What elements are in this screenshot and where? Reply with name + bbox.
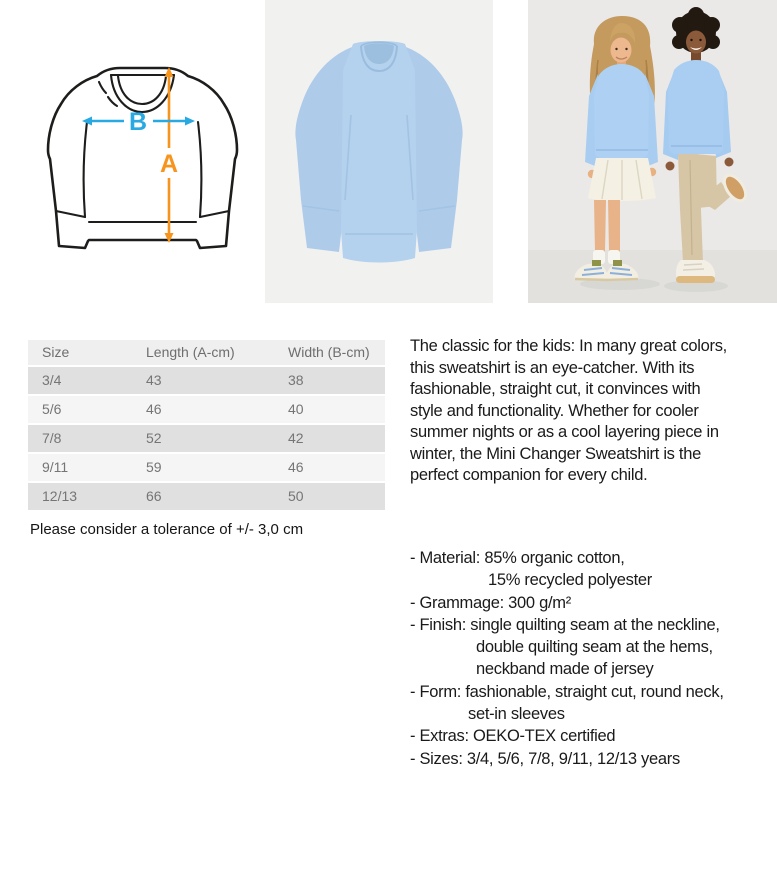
size-table-cell: 5/6 bbox=[28, 395, 132, 424]
measurement-diagram-panel bbox=[0, 0, 264, 310]
label-a: A bbox=[159, 150, 179, 178]
text-line: this sweatshirt is an eye-catcher. With its bbox=[410, 358, 695, 377]
size-table-cell: 7/8 bbox=[28, 424, 132, 453]
size-table-cell: 40 bbox=[274, 395, 385, 424]
text-line: double quilting seam at the hems, bbox=[476, 638, 713, 657]
size-table-row bbox=[28, 424, 385, 453]
label-b: B bbox=[128, 108, 148, 136]
size-table-cell: 46 bbox=[274, 453, 385, 482]
size-table-cell: 12/13 bbox=[28, 482, 132, 511]
boy-hand bbox=[725, 158, 734, 167]
size-table-row bbox=[28, 395, 385, 424]
text-line: - Form: fashionable, straight cut, round neck, bbox=[410, 682, 724, 701]
text-line: 15% recycled polyester bbox=[488, 571, 652, 590]
size-table-cell: 43 bbox=[132, 366, 274, 395]
size-table-cell: 66 bbox=[132, 482, 274, 511]
product-description bbox=[410, 336, 727, 487]
text-line: winter, the Mini Changer Sweatshirt is the bbox=[410, 444, 701, 463]
boy-sweatshirt bbox=[668, 60, 724, 154]
boy-face bbox=[686, 31, 706, 54]
models-photo-panel bbox=[528, 0, 777, 303]
size-table-cell: 42 bbox=[274, 424, 385, 453]
size-table-cell: 9/11 bbox=[28, 453, 132, 482]
size-table-column-header: Length (A-cm) bbox=[132, 340, 274, 366]
text-line: - Sizes: 3/4, 5/6, 7/8, 9/11, 12/13 years bbox=[410, 749, 680, 768]
size-table-cell: 59 bbox=[132, 453, 274, 482]
product-specs bbox=[410, 547, 724, 770]
text-line: fashionable, straight cut, it convinces with bbox=[410, 380, 701, 398]
size-table-column-header: Width (B-cm) bbox=[274, 340, 385, 366]
text-line: summer nights or as a cool layering piece in bbox=[410, 423, 719, 441]
blue-sweatshirt-photo bbox=[265, 0, 493, 303]
size-table bbox=[28, 340, 385, 512]
text-line: - Material: 85% organic cotton, bbox=[410, 549, 625, 567]
size-table-cell: 38 bbox=[274, 366, 385, 395]
text-line: - Extras: OEKO-TEX certified bbox=[410, 727, 616, 746]
product-photo-panel bbox=[265, 0, 493, 303]
size-table-row bbox=[28, 366, 385, 395]
size-table-row bbox=[28, 482, 385, 511]
text-line: - Finish: single quilting seam at the neckline, bbox=[410, 615, 720, 634]
text-line: neckband made of jersey bbox=[476, 660, 654, 679]
text-line: style and functionality. Whether for cooler bbox=[410, 401, 699, 420]
size-table-row bbox=[28, 453, 385, 482]
girl-sweatshirt bbox=[594, 64, 649, 158]
blue-sweatshirt bbox=[295, 41, 462, 263]
boy-hand bbox=[666, 162, 675, 171]
size-table-cell: 52 bbox=[132, 424, 274, 453]
size-table-cell: 3/4 bbox=[28, 366, 132, 395]
text-line: perfect companion for every child. bbox=[410, 466, 648, 484]
size-table-cell: 50 bbox=[274, 482, 385, 511]
boy-standing-shoe bbox=[676, 260, 715, 283]
size-table-column-header: Size bbox=[28, 340, 132, 366]
text-line: - Grammage: 300 g/m² bbox=[410, 593, 571, 612]
tolerance-note: Please consider a tolerance of +/- 3,0 cm bbox=[30, 521, 304, 538]
size-table-header bbox=[28, 340, 385, 366]
kids-models-photo bbox=[528, 0, 777, 303]
sweatshirt-measurement-drawing bbox=[0, 0, 264, 310]
size-table-cell: 46 bbox=[132, 395, 274, 424]
text-line: set-in sleeves bbox=[468, 705, 565, 724]
text-line: The classic for the kids: In many great colors, bbox=[410, 337, 727, 355]
